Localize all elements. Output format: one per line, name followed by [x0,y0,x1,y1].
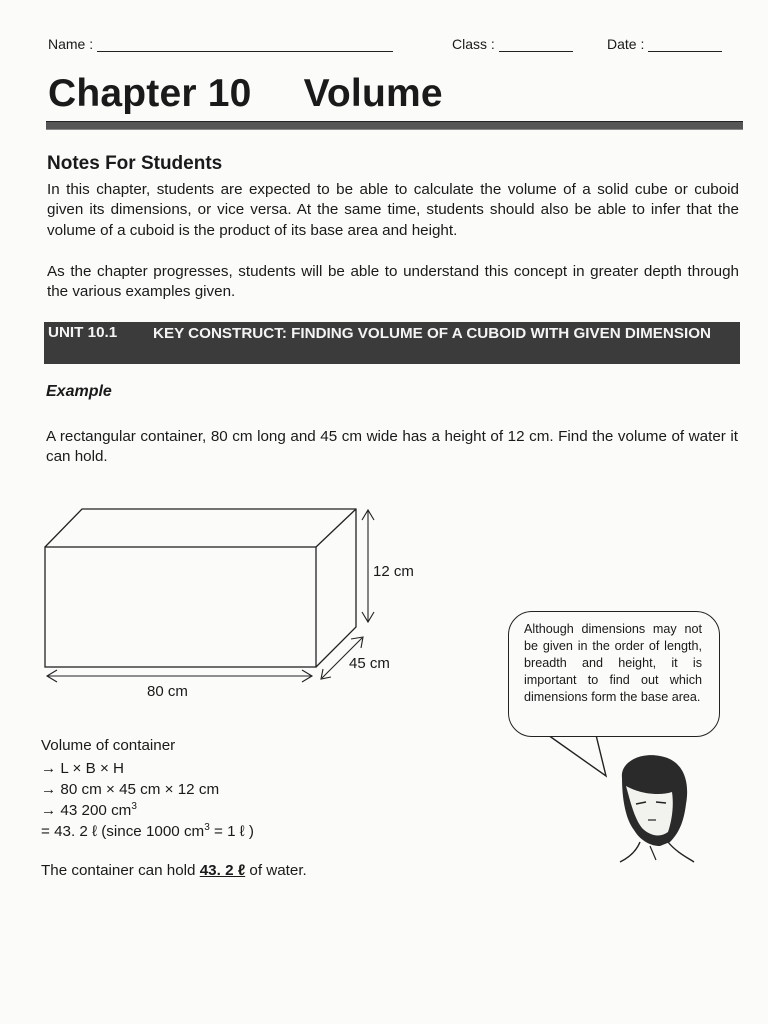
height-label: 12 cm [373,563,414,580]
bubble-tail [548,735,606,776]
example-problem: A rectangular container, 80 cm long and 45 cm wide has a height of 12 cm. Find the volume of water it can hold. [46,428,738,465]
notes-paragraph-2: As the chapter progresses, students will be able to understand this concept in greater depth through the various examples given. [47,263,739,301]
unit-code: UNIT 10.1 [48,324,118,341]
notes-paragraph-1: In this chapter, students are expected to be able to calculate the volume of a solid cube or cuboid given its dimensions, or vice versa. At the same time, students should also be able to infer that the volume of a cuboid is the product of its base area and height. [47,181,739,239]
width-label: 45 cm [349,655,390,672]
class-label: Class : [452,36,495,52]
answer-value: 43. 2 ℓ [199,862,246,879]
cuboid-back-edges [45,509,356,667]
chapter-topic: Volume [303,72,443,115]
length-label: 80 cm [147,683,188,700]
calc-line-1: Volume of container [41,737,176,754]
calc-line-5: = 43. 2 ℓ (since 1000 $cm^3 = 1$ ℓ ) [41,822,254,841]
unit-title: KEY CONSTRUCT: FINDING VOLUME OF A CUBOID WITH GIVEN DIMENSION [153,325,712,342]
dimension-arrows [47,510,374,682]
calc-line-3: → 80 cm × 45 cm × 12 cm [41,781,220,798]
cuboid-top-edge [316,509,356,547]
student-illustration-icon [620,755,694,862]
notes-heading: Notes For Students [47,153,223,174]
calc-line-4: → 43 200 $cm^3$ [41,801,137,820]
example-heading: Example [46,383,112,400]
calc-line-2: → L × B × H [41,760,125,777]
chapter-number: Chapter 10 [48,72,252,115]
speech-bubble-text: Although dimensions may not be given in the order of length, breadth and height, it is important to find out which dimensions form the base area. [524,622,702,704]
name-label: Name : [48,36,94,52]
date-label: Date : [607,36,645,52]
answer-sentence: The container can hold 43. 2 ℓ of water. [41,862,307,879]
cuboid-front-face [45,547,316,667]
